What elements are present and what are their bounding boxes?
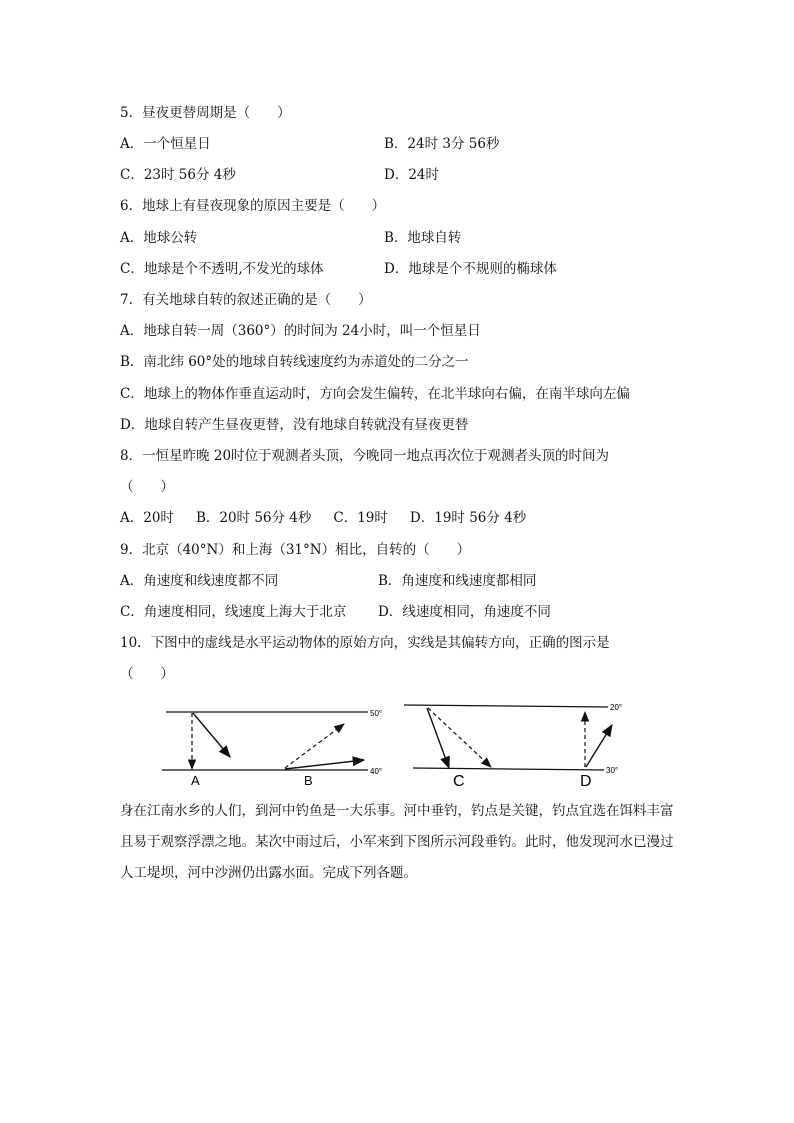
- q7-stem: 7．有关地球自转的叙述正确的是（ ）: [120, 292, 372, 308]
- label-a: A: [191, 773, 200, 788]
- q5-option-b: B．24时 3分 56秒: [384, 136, 500, 152]
- lat-label-right-bottom: 30°: [606, 766, 619, 775]
- latitude-line-right-top: [404, 705, 608, 707]
- q7-option-b: B．南北纬 60°处的地球自转线速度约为赤道处的二分之一: [120, 354, 469, 370]
- q8-option-c: C．19时: [333, 510, 388, 526]
- q9-option-d: D．线速度相同，角速度不同: [378, 604, 551, 620]
- q5-option-a: A．一个恒星日: [120, 136, 211, 152]
- q8-options: [120, 509, 548, 527]
- q7-option-c: C．地球上的物体作垂直运动时，方向会发生偏转，在北半球向右偏，在南半球向左偏: [120, 386, 630, 402]
- label-d: D: [580, 773, 592, 790]
- q6-option-a: A．地球公转: [120, 230, 198, 246]
- q8-stem: 8．一恒星昨晚 20时位于观测者头顶，今晚同一地点再次位于观测者头顶的时间为: [120, 448, 610, 464]
- q7-option-a: A．地球自转一周（360°）的时间为 24小时，叫一个恒星日: [120, 323, 481, 339]
- arrow-d-deflected: [586, 725, 612, 767]
- arrow-b-original: [285, 724, 344, 768]
- q6-option-d: D．地球是个不规则的椭球体: [384, 261, 557, 277]
- arrow-b-deflected: [285, 760, 364, 769]
- q10-stem: 10．下图中的虚线是水平运动物体的原始方向，实线是其偏转方向，正确的图示是: [120, 635, 610, 651]
- lat-label-left-bottom: 40°: [370, 767, 383, 776]
- q8-option-a: A．20时: [120, 510, 174, 526]
- q5-option-c: C．23时 56分 4秒: [120, 167, 236, 183]
- q10-stem-cont: （ ）: [120, 666, 174, 682]
- q6-option-c: C．地球是个不透明,不发光的球体: [120, 261, 324, 277]
- q5-stem: 5．昼夜更替周期是（ ）: [120, 105, 291, 121]
- arrow-a-deflected: [193, 713, 230, 757]
- q9-option-b: B．角速度和线速度都相同: [378, 573, 537, 589]
- q6-option-b: B．地球自转: [384, 230, 462, 246]
- q5-option-d: D．24时: [384, 167, 440, 183]
- reading-passage: 身在江南水乡的人们，到河中钓鱼是一大乐事。河中垂钓，钓点是关键，钓点宜选在饵料丰富且易于观察浮漂之地。某次中雨过后，小军来到下图所示河段垂钓。此时，他发现河水已漫过人工堤坝，河中沙洲仍出露水面。完成下列各题。: [120, 803, 674, 881]
- arrow-c-deflected: [427, 708, 449, 768]
- lat-label-right-top: 20°: [610, 703, 623, 712]
- q7-option-d: D．地球自转产生昼夜更替，没有地球自转就没有昼夜更替: [120, 417, 469, 433]
- q8-option-d: D．19时 56分 4秒: [409, 510, 527, 526]
- q9-stem: 9．北京（40°N）和上海（31°N）相比，自转的（ ）: [120, 542, 471, 558]
- q9-option-c: C．角速度相同，线速度上海大于北京: [120, 604, 347, 620]
- latitude-line-right-bottom: [413, 768, 604, 770]
- q6-stem: 6．地球上有昼夜现象的原因主要是（ ）: [120, 198, 386, 214]
- q9-option-a: A．角速度和线速度都不同: [120, 573, 279, 589]
- lat-label-left-top: 50°: [370, 709, 383, 718]
- q8-option-b: B．20时 56分 4秒: [195, 510, 312, 526]
- deflection-figure: [0, 695, 794, 795]
- label-b: B: [304, 773, 313, 788]
- q8-stem-cont: （ ）: [120, 479, 174, 495]
- label-c: C: [453, 773, 465, 790]
